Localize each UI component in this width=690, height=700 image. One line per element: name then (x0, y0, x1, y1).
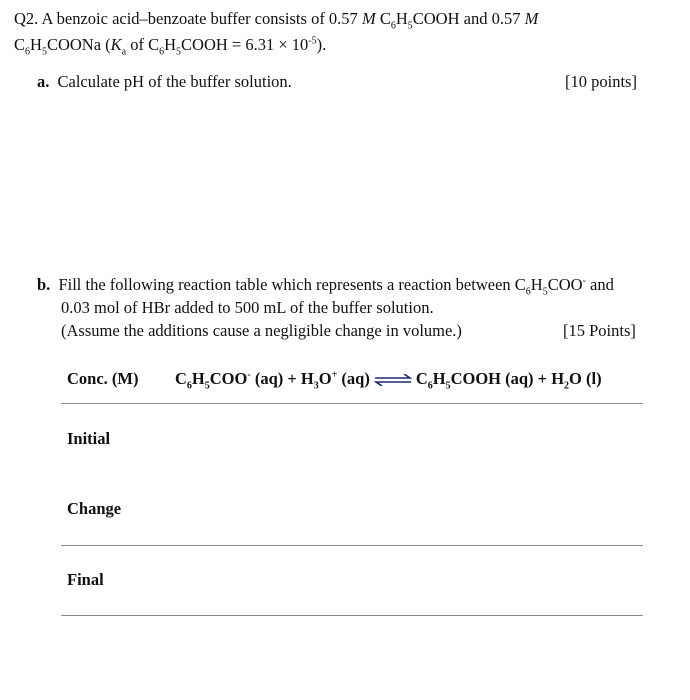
text-segment: a (121, 46, 127, 58)
text-segment: 6 (525, 286, 531, 298)
text-segment: C (14, 35, 26, 54)
text-segment: 2 (564, 380, 570, 392)
text-segment: 6 (159, 46, 165, 58)
part-b-line-3: (Assume the additions cause a negligible change in volume.) (61, 321, 462, 340)
text-segment: 5 (407, 20, 413, 32)
part-a-label: a. (37, 72, 50, 91)
text-segment: COOH and 0.57 (412, 9, 525, 28)
text-segment: H (530, 275, 543, 294)
text-segment: COO (547, 275, 583, 294)
text-segment: 6 (427, 380, 433, 392)
text-segment: COONa ( (46, 35, 111, 54)
text-segment: 5 (445, 380, 451, 392)
text-segment: COO (209, 369, 248, 388)
text-segment: 5 (41, 46, 47, 58)
part-b-points: [15 Points] (563, 321, 636, 340)
text-segment: H (432, 369, 446, 388)
text-segment: O (l) (569, 369, 602, 388)
table-divider (61, 545, 643, 546)
products (415, 369, 602, 392)
row-initial: Initial (67, 429, 111, 448)
table-divider (61, 403, 643, 404)
text-segment: ). (316, 35, 327, 54)
text-segment: Q2. A benzoic acid–benzoate buffer consists of 0.57 (14, 9, 362, 28)
text-segment: 6 (186, 380, 192, 392)
table-divider (61, 615, 643, 616)
part-b-line-1 (37, 275, 614, 298)
text-segment: - (582, 275, 586, 287)
text-segment: 5 (204, 380, 210, 392)
text-segment: + (331, 369, 338, 381)
reactants (175, 369, 370, 392)
text-segment: 6 (25, 46, 31, 58)
question-line-2 (14, 35, 327, 58)
part-a-text: Calculate pH of the buffer solution. (57, 72, 292, 91)
row-final: Final (67, 570, 104, 589)
text-segment: -5 (308, 35, 317, 47)
text-segment: C (375, 9, 391, 28)
table-header-label: Conc. (M) (67, 369, 139, 388)
text-segment: O (318, 369, 332, 388)
text-segment: H (30, 35, 42, 54)
text-segment: COOH (aq) + H (450, 369, 565, 388)
text-segment: (aq) (337, 369, 370, 388)
text-segment: 3 (313, 380, 319, 392)
text-segment: 5 (176, 46, 182, 58)
text-segment: C (415, 369, 428, 388)
text-segment: H (191, 369, 205, 388)
reaction-equation (175, 369, 602, 392)
text-segment: - (247, 369, 251, 381)
text-segment: of C (126, 35, 160, 54)
text-segment: K (110, 35, 122, 54)
text-segment: M (361, 9, 376, 28)
text-segment: 5 (542, 286, 548, 298)
part-a (37, 72, 292, 92)
text-segment: (aq) + H (250, 369, 314, 388)
equilibrium-arrow-icon (374, 374, 412, 386)
text-segment: M (524, 9, 539, 28)
text-segment: and (585, 275, 614, 294)
part-b-text-1 (58, 275, 614, 298)
part-a-points: [10 points] (565, 72, 637, 91)
text-segment: 6 (390, 20, 396, 32)
row-change: Change (67, 499, 122, 518)
text-segment: H (164, 35, 177, 54)
text-segment: COOH = 6.31 × 10 (181, 35, 309, 54)
part-b-label: b. (37, 275, 51, 294)
text-segment: C (175, 369, 187, 388)
question-line-1 (14, 9, 539, 32)
text-segment: Fill the following reaction table which represents a reaction between C (58, 275, 526, 294)
text-segment: H (395, 9, 408, 28)
part-b-line-2: 0.03 mol of HBr added to 500 mL of the buffer solution. (61, 298, 434, 317)
